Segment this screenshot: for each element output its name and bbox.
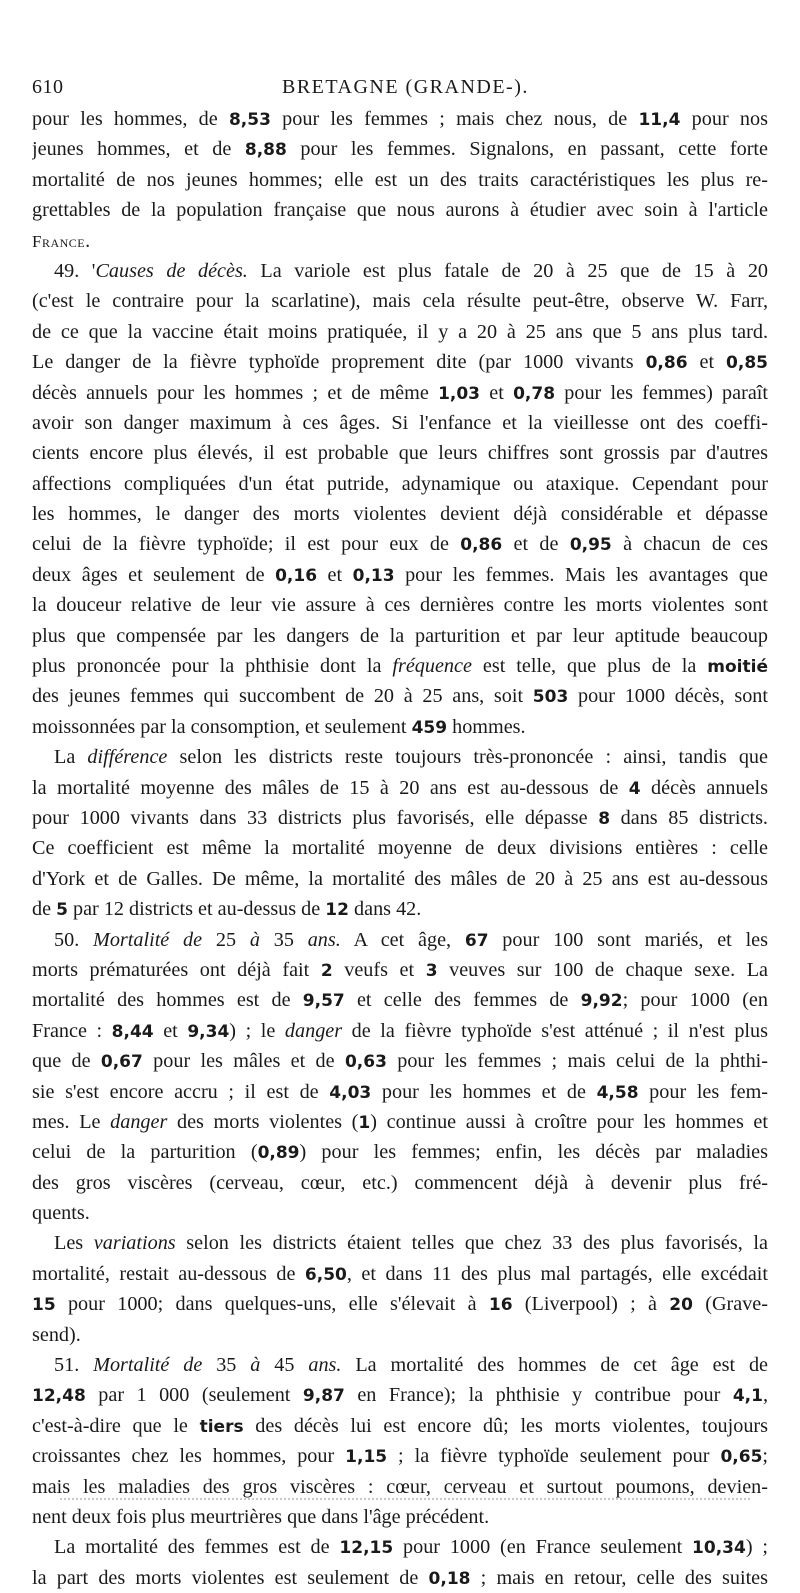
text-line bbox=[32, 955, 768, 985]
text-line bbox=[32, 1320, 768, 1350]
text-line bbox=[32, 1563, 768, 1593]
text-run: send). bbox=[32, 1323, 81, 1346]
text-run: pour les femmes) paraît bbox=[555, 381, 768, 404]
text-run: veufs et bbox=[332, 958, 426, 981]
running-title: BRETAGNE (GRANDE-). bbox=[282, 76, 529, 98]
bold-figure: 16 bbox=[488, 1295, 513, 1316]
bold-figure: 9,92 bbox=[580, 991, 623, 1012]
text-run: selon les districts reste toujours très-prononcée : ainsi, tandis que bbox=[167, 746, 768, 769]
bold-figure: 3 bbox=[425, 960, 438, 981]
text-run: est telle, que plus de la bbox=[471, 655, 708, 678]
text-line bbox=[32, 651, 768, 681]
bold-figure: moitié bbox=[707, 657, 768, 678]
italic-text: différence bbox=[87, 746, 168, 769]
text-run: pour les femmes ; mais celui de la phthi- bbox=[386, 1050, 768, 1073]
bold-figure: 0,63 bbox=[344, 1052, 387, 1073]
text-run: pour 1000 (en France seulement bbox=[393, 1536, 693, 1559]
text-run: les hommes, le danger des morts violentes devient déjà considérable et dépasse bbox=[32, 503, 768, 526]
text-run: plus que compensée par les dangers de la parturition et par leur aptitude beaucoup bbox=[32, 624, 768, 647]
text-run: et bbox=[153, 1019, 188, 1042]
text-run: (Grave- bbox=[692, 1293, 768, 1316]
text-run: moissonnées par la consomption, et seulement bbox=[32, 715, 412, 738]
text-run: hommes. bbox=[447, 715, 526, 738]
bold-figure: 8,53 bbox=[228, 110, 271, 130]
running-header bbox=[32, 76, 768, 106]
bold-figure: 0,67 bbox=[100, 1052, 143, 1073]
text-run: et bbox=[480, 381, 514, 404]
bold-figure: 1,03 bbox=[438, 383, 481, 404]
italic-text: Mortalité de bbox=[93, 1354, 203, 1377]
text-run: Le danger de la fièvre typhoïde proprement dite (par 1000 vivants bbox=[32, 351, 646, 374]
text-run: 50. bbox=[54, 928, 94, 951]
bold-figure: 0,85 bbox=[726, 353, 768, 374]
text-run: nent deux fois plus meurtrières que dans l'âge précédent. bbox=[32, 1505, 490, 1528]
text-run: pour 1000 vivants dans 33 districts plus favorisés, elle dépasse bbox=[32, 806, 599, 829]
text-run: La mortalité des hommes de cet âge est de bbox=[341, 1354, 768, 1377]
text-run: quents. bbox=[32, 1202, 90, 1225]
text-run: deux âges et seulement de bbox=[32, 563, 276, 586]
bold-figure: 15 bbox=[32, 1295, 56, 1316]
bold-figure: 0,13 bbox=[352, 565, 395, 586]
text-line bbox=[32, 1380, 768, 1410]
text-line bbox=[32, 499, 768, 529]
text-line bbox=[32, 1411, 768, 1441]
text-run: croissantes chez les hommes, pour bbox=[32, 1445, 346, 1468]
text-run: ; la fièvre typhoïde seulement pour bbox=[387, 1445, 721, 1468]
text-run: Les bbox=[54, 1232, 94, 1255]
text-run: pour les fem- bbox=[638, 1080, 768, 1103]
text-line bbox=[32, 803, 768, 833]
text-run: la part des morts violentes est seulement de bbox=[32, 1566, 429, 1589]
text-run: dans 42. bbox=[348, 898, 422, 921]
text-run: ) ; bbox=[745, 1536, 768, 1559]
text-run: avoir son danger maximum à ces âges. Si l'enfance et la vieillesse ont des coeffi- bbox=[32, 411, 768, 434]
text-line bbox=[32, 1046, 768, 1076]
text-run: plus prononcée pour la phthisie dont la bbox=[32, 655, 393, 678]
text-run: pour les femmes. Signalons, en passant, cette forte bbox=[286, 138, 768, 161]
text-run: pour nos bbox=[680, 108, 768, 130]
text-line bbox=[32, 317, 768, 347]
text-run: pour les femmes. Mais les avantages que bbox=[394, 563, 768, 586]
text-run: , et dans 11 des plus mal partagés, elle excédait bbox=[346, 1262, 768, 1285]
text-run: la mortalité moyenne des mâles de 15 à 20 ans est au-dessous de bbox=[32, 776, 629, 799]
italic-text: Mortalité de bbox=[93, 928, 203, 951]
text-run: ) pour les femmes; enfin, les décès par maladies bbox=[299, 1141, 768, 1164]
bold-figure: 0,95 bbox=[569, 535, 612, 556]
text-run: 25 bbox=[202, 928, 250, 951]
bold-figure: 0,89 bbox=[257, 1143, 300, 1164]
text-run: pour les hommes et de bbox=[371, 1080, 597, 1103]
text-run: mais les maladies des gros viscères : cœur, cerveau et surtout poumons, devien- bbox=[32, 1475, 768, 1498]
bold-figure: 12 bbox=[325, 900, 349, 921]
bold-figure: 0,65 bbox=[720, 1447, 763, 1468]
bold-figure: 12,15 bbox=[339, 1538, 394, 1559]
text-run: pour 1000 décès, sont bbox=[568, 685, 768, 708]
italic-text: à bbox=[250, 1354, 261, 1377]
text-run: la douceur relative de leur vie assure à ces dernières contre les morts violentes sont bbox=[32, 594, 768, 617]
italic-text: danger bbox=[110, 1110, 168, 1133]
text-run: 35 bbox=[259, 928, 308, 951]
text-run: des gros viscères (cerveau, cœur, etc.) commencent déjà à devenir plus fré- bbox=[32, 1171, 768, 1194]
bold-figure: 503 bbox=[532, 687, 569, 708]
bold-figure: 9,87 bbox=[302, 1386, 345, 1407]
text-run: mortalité, restait au-dessous de bbox=[32, 1262, 305, 1285]
text-run: par 1 000 (seulement bbox=[85, 1384, 303, 1407]
text-run: pour les mâles et de bbox=[142, 1050, 345, 1073]
bold-figure: 0,78 bbox=[513, 383, 556, 404]
text-run: et bbox=[687, 351, 727, 374]
text-run: de bbox=[32, 898, 57, 921]
text-line bbox=[32, 1289, 768, 1319]
text-run: veuves sur 100 de chaque sexe. La bbox=[437, 958, 768, 981]
text-run: 35 bbox=[202, 1354, 251, 1377]
italic-text: Causes de décès. bbox=[95, 259, 248, 282]
text-line bbox=[32, 681, 768, 711]
text-line bbox=[32, 226, 768, 256]
text-run: jeunes hommes, et de bbox=[32, 138, 245, 161]
text-line bbox=[32, 925, 768, 955]
bold-figure: 5 bbox=[56, 900, 68, 921]
text-run: de ce que la vaccine était moins pratiquée, il y a 20 à 25 ans que 5 ans plus tard. bbox=[32, 320, 768, 343]
bold-figure: 2 bbox=[320, 960, 333, 981]
text-line bbox=[32, 347, 768, 377]
text-run: A cet âge, bbox=[340, 928, 465, 951]
bold-figure: 10,34 bbox=[692, 1538, 746, 1559]
text-line bbox=[32, 773, 768, 803]
text-run: et celle des femmes de bbox=[344, 989, 581, 1012]
text-line bbox=[32, 590, 768, 620]
text-run: Ce coefficient est même la mortalité moyenne de deux divisions entières : celle bbox=[32, 837, 768, 860]
text-run: de la fièvre typhoïde s'est atténué ; il n'est plus bbox=[342, 1019, 768, 1042]
footer-rule bbox=[60, 1498, 750, 1500]
italic-text: danger bbox=[284, 1019, 343, 1042]
text-line bbox=[32, 469, 768, 499]
text-run: France bbox=[32, 231, 86, 251]
bold-figure: tiers bbox=[199, 1416, 244, 1437]
text-line bbox=[32, 1198, 768, 1228]
text-run: pour 100 sont mariés, et les bbox=[488, 928, 768, 951]
body-text bbox=[32, 104, 768, 1593]
text-run: par 12 districts et au-dessus de bbox=[67, 898, 326, 921]
text-line bbox=[32, 560, 768, 590]
text-run: en France); la phthisie y contribue pour bbox=[344, 1384, 733, 1407]
bold-figure: 0,16 bbox=[275, 565, 318, 586]
text-run: celui de la fièvre typhoïde; il est pour eux de bbox=[32, 533, 461, 556]
text-line bbox=[32, 985, 768, 1015]
text-run: morts prématurées ont déjà fait bbox=[32, 958, 321, 981]
text-line bbox=[32, 256, 768, 286]
text-line bbox=[32, 408, 768, 438]
italic-text: variations bbox=[93, 1232, 176, 1255]
text-run: décès annuels bbox=[640, 776, 768, 799]
bold-figure: 1 bbox=[358, 1112, 371, 1133]
text-run: à chacun de ces bbox=[611, 533, 768, 556]
bold-figure: 4,1 bbox=[732, 1386, 763, 1407]
text-line bbox=[32, 438, 768, 468]
text-run: mes. Le bbox=[32, 1110, 111, 1133]
text-run: d'York et de Galles. De même, la mortalité des mâles de 20 à 25 ans est au-dessous bbox=[32, 867, 768, 890]
bold-figure: 20 bbox=[669, 1295, 693, 1316]
text-run: 45 bbox=[260, 1354, 309, 1377]
text-line bbox=[32, 833, 768, 863]
text-run: grettables de la population française que nous aurons à étudier avec soin à l'article bbox=[32, 199, 768, 222]
text-line bbox=[32, 894, 768, 924]
italic-text: fréquence bbox=[392, 655, 472, 678]
text-run: ; bbox=[762, 1445, 768, 1468]
text-run: (c'est le contraire pour la scarlatine), mais cela résulte peut-être, observe W. Farr, bbox=[32, 290, 768, 313]
text-line bbox=[32, 1350, 768, 1380]
text-run: affections compliquées d'un état putride, adynamique ou ataxique. Cependant pour bbox=[32, 472, 768, 495]
text-run: que de bbox=[32, 1050, 101, 1073]
text-run: France : bbox=[32, 1019, 112, 1042]
text-run: pour les hommes, de bbox=[32, 108, 229, 130]
text-run: ; pour 1000 (en bbox=[622, 989, 768, 1012]
text-run: 51. bbox=[54, 1354, 94, 1377]
text-run: et de bbox=[502, 533, 570, 556]
text-line bbox=[32, 195, 768, 225]
text-line bbox=[32, 864, 768, 894]
text-line bbox=[32, 1137, 768, 1167]
bold-figure: 4,58 bbox=[596, 1082, 639, 1103]
text-line bbox=[32, 104, 768, 134]
bold-figure: 4,03 bbox=[329, 1082, 372, 1103]
text-run: sie s'est encore accru ; il est de bbox=[32, 1080, 330, 1103]
text-line bbox=[32, 1168, 768, 1198]
text-run: des décès lui est encore dû; les morts violentes, toujours bbox=[243, 1414, 768, 1437]
text-line bbox=[32, 1016, 768, 1046]
italic-text: ans. bbox=[308, 1354, 342, 1377]
text-run: décès annuels pour les hommes ; et de même bbox=[32, 381, 439, 404]
bold-figure: 8,44 bbox=[111, 1021, 154, 1042]
bold-figure: 1,15 bbox=[345, 1447, 388, 1468]
text-run: La bbox=[54, 746, 88, 769]
bold-figure: 9,34 bbox=[187, 1021, 230, 1042]
bold-figure: 8,88 bbox=[244, 140, 287, 161]
bold-figure: 459 bbox=[411, 717, 448, 738]
text-line bbox=[32, 1228, 768, 1258]
bold-figure: 11,4 bbox=[638, 110, 681, 130]
text-run: c'est-à-dire que le bbox=[32, 1414, 200, 1437]
bold-figure: 0,18 bbox=[428, 1568, 471, 1589]
text-run: , bbox=[762, 1384, 768, 1407]
text-line bbox=[32, 134, 768, 164]
text-run: des jeunes femmes qui succombent de 20 à 25 ans, soit bbox=[32, 685, 533, 708]
bold-figure: 8 bbox=[598, 808, 611, 829]
bold-figure: 4 bbox=[628, 778, 641, 799]
text-run: . bbox=[85, 229, 91, 252]
text-run: (Liverpool) ; à bbox=[512, 1293, 670, 1316]
text-run: ) ; le bbox=[229, 1019, 285, 1042]
bold-figure: 67 bbox=[464, 930, 489, 951]
text-run: pour les femmes ; mais chez nous, de bbox=[270, 108, 639, 130]
text-line bbox=[32, 378, 768, 408]
text-line bbox=[32, 712, 768, 742]
text-run: 49. ' bbox=[54, 259, 96, 282]
bold-figure: 6,50 bbox=[304, 1264, 347, 1285]
bold-figure: 9,57 bbox=[302, 991, 345, 1012]
text-line bbox=[32, 1532, 768, 1562]
text-line bbox=[32, 286, 768, 316]
text-line bbox=[32, 529, 768, 559]
text-run: celui de la parturition ( bbox=[32, 1141, 258, 1164]
text-run: ) continue aussi à croître pour les hommes et bbox=[370, 1110, 768, 1133]
text-run: dans 85 districts. bbox=[610, 806, 768, 829]
text-line bbox=[32, 1259, 768, 1289]
italic-text: ans. bbox=[307, 928, 341, 951]
text-run: La variole est plus fatale de 20 à 25 que de 15 à 20 bbox=[247, 259, 768, 282]
bold-figure: 12,48 bbox=[32, 1386, 86, 1407]
text-run: mortalité des hommes est de bbox=[32, 989, 303, 1012]
text-run: des morts violentes ( bbox=[167, 1110, 359, 1133]
text-line bbox=[32, 742, 768, 772]
text-line bbox=[32, 165, 768, 195]
text-run: mortalité de nos jeunes hommes; elle est un des traits caractéristiques les plus re- bbox=[32, 168, 768, 191]
italic-text: à bbox=[249, 928, 260, 951]
text-line bbox=[32, 1441, 768, 1471]
page-number: 610 bbox=[32, 76, 64, 98]
text-run: ; mais en retour, celle des suites bbox=[470, 1566, 768, 1589]
bold-figure: 0,86 bbox=[645, 353, 688, 374]
bold-figure: 0,86 bbox=[460, 535, 503, 556]
text-line bbox=[32, 621, 768, 651]
text-line bbox=[32, 1502, 768, 1532]
text-run: et bbox=[317, 563, 353, 586]
text-line bbox=[32, 1107, 768, 1137]
text-run: cients encore plus élevés, il est probable que leurs chiffres sont grossis par d'autres bbox=[32, 442, 768, 465]
text-run: La mortalité des femmes est de bbox=[54, 1536, 340, 1559]
text-run: selon les districts étaient telles que chez 33 des plus favorisés, la bbox=[175, 1232, 768, 1255]
text-run: pour 1000; dans quelques-uns, elle s'élevait à bbox=[55, 1293, 489, 1316]
text-line bbox=[32, 1077, 768, 1107]
